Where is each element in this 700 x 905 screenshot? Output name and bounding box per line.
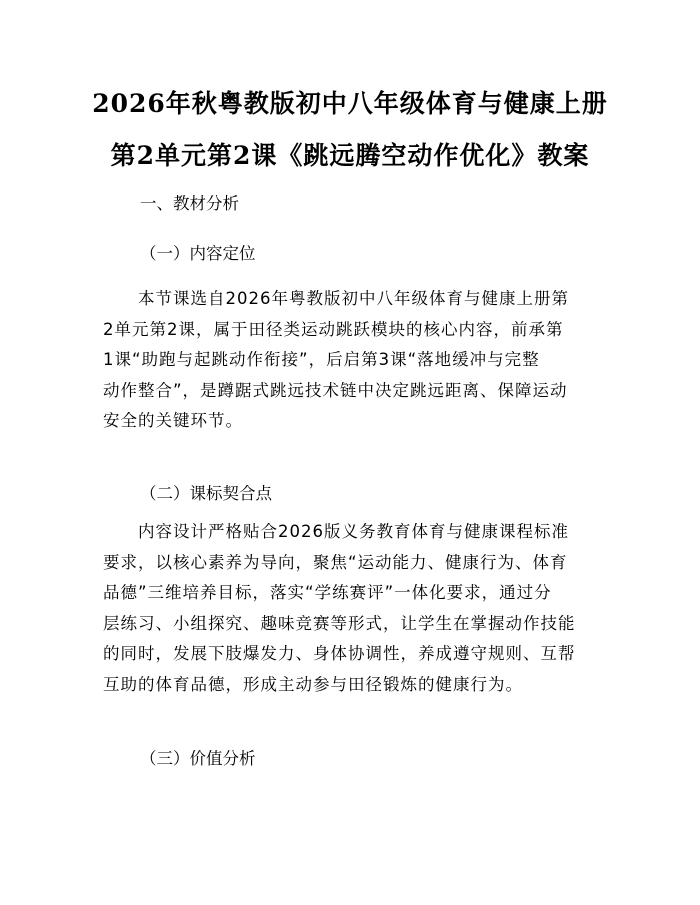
subheading-curriculum-alignment: （二）课标契合点 (140, 484, 272, 503)
section-heading-textbook-analysis: 一、教材分析 (140, 194, 239, 213)
paragraph-line: 层练习、小组探究、趣味竞赛等形式，让学生在掌握动作技能 (103, 613, 576, 633)
subheading-content-positioning: （一）内容定位 (140, 244, 256, 263)
paragraph-line: 品德”三维培养目标，落实“学练赛评”一体化要求，通过分 (103, 583, 552, 602)
paragraph-content-positioning (103, 284, 603, 437)
subheading-value-analysis: （三）价值分析 (140, 749, 256, 768)
paragraph-line: 本节课选自2026年粤教版初中八年级体育与健康上册第 (103, 289, 569, 308)
paragraph-line: 的同时，发展下肢爆发力、身体协调性，养成遵守规则、互帮 (103, 644, 576, 663)
paragraph-line: 1课“助跑与起跳动作衔接”，后启第3课“落地缓冲与完整 (103, 350, 540, 369)
paragraph-line: 安全的关键环节。 (103, 411, 243, 430)
paragraph-line: 互助的体育品德，形成主动参与田径锻炼的健康行为。 (103, 674, 523, 694)
paragraph-line: 2单元第2课，属于田径类运动跳跃模块的核心内容，前承第 (103, 319, 564, 339)
paragraph-line: 要求，以核心素养为导向，聚焦“运动能力、健康行为、体育 (103, 552, 568, 572)
document-title-line-2: 第2单元第2课《跳远腾空动作优化》教案 (110, 141, 590, 170)
document-title-line-1: 2026年秋粤教版初中八年级体育与健康上册 (92, 89, 608, 118)
paragraph-curriculum-alignment (103, 517, 603, 700)
paragraph-line: 动作整合”，是蹲踞式跳远技术链中决定跳远距离、保障运动 (103, 380, 568, 400)
paragraph-line: 内容设计严格贴合2026版义务教育体育与健康课程标准 (103, 522, 569, 541)
